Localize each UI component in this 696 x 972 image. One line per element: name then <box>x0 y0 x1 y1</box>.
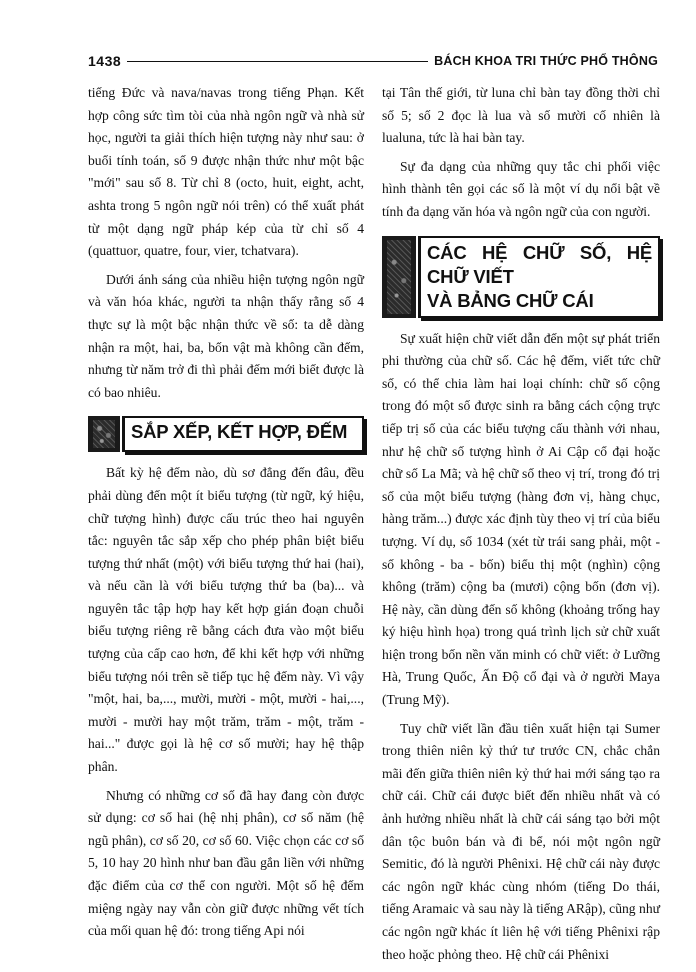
paragraph: Nhưng có những cơ số đã hay đang còn được sử dụng: cơ số hai (hệ nhị phân), cơ số năm (hệ ngũ phân), cơ số 20, cơ số 60. Việc chọn các cơ số 5, 10 hay 20 hình như ban đầu gắn liền với những đặc điểm của cơ thể con người. Một số hệ đếm miệng ngày nay vẫn còn giữ được những vết tích của mối quan hệ đó: trong tiếng Api nói <box>88 787 364 939</box>
header-rule <box>127 61 428 62</box>
paragraph: Sự xuất hiện chữ viết dẫn đến một sự phát triển phi thường của chữ số. Các hệ đếm, viết tức chữ số, có thể chia làm hai loại chính: chữ số cộng trong đó một số được sinh ra bằng cách cộng trực tiếp trị số của các biểu tượng cấu thành với nhau, như hệ chữ số tượng hình ở Ai Cập cổ đại hoặc chữ số La Mã; và hệ chữ số theo vị trí, trong đó trị số của một biểu tượng (hàng đơn vị, hàng chục, hàng trăm...) được xác định tùy theo vị trí của biểu tượng. Ví dụ, số 1034 (xét từ trái sang phải, một - số không - ba - bốn) biểu thị một (nghìn) cộng không (trăm) cộng ba (mươi) cộng bốn (đơn vị). Hệ này, cần dùng đến số không (khoảng trống hay ký hiệu hình họa) trong quá trình lịch sử chữ xuất hiện trong bốn nền văn minh có chữ viết: ở Lưỡng Hà, Trung Quốc, Ấn Độ cổ đại và ở người Maya (Trung Mỹ). <box>382 330 660 708</box>
running-title: BÁCH KHOA TRI THỨC PHỔ THÔNG <box>434 54 658 68</box>
paragraph: Tuy chữ viết lần đầu tiên xuất hiện tại Sumer trong thiên niên kỷ thứ tư trước CN, chắc chắn mãi đến giữa thiên niên kỷ thứ hai mới sáng tạo ra chữ cái. Chữ cái được biết đến nhiều nhất và có ảnh hưởng nhiều nhất là chữ cái sáng tạo bởi một dân tộc buôn bán và đi bể, nói một ngôn ngữ Semitic, đó là người Phênixi. Hệ chữ cái này được các ngôn ngữ khác cùng nhóm (tiếng Do thái, tiếng Aramaic và sau này là tiếng ARập), cũng như các ngôn ngữ khác ít liên hệ với tiếng Phênixi rập theo hoặc phỏng theo. Hệ chữ cái Phênixi <box>382 720 660 962</box>
paragraph: Dưới ánh sáng của nhiều hiện tượng ngôn ngữ và văn hóa khác, người ta nhận thấy rằng số 4 thực sự là một bậc nhận thức về số: ta dễ dàng nhận ra một, hai, ba, bốn vật mà không cần đếm, nhưng từ năm trở đi thì phải đếm mới biết được là có bao nhiêu. <box>88 271 364 400</box>
section-heading-box <box>122 416 364 452</box>
section-ornament-icon <box>382 236 416 318</box>
paragraph: Bất kỳ hệ đếm nào, dù sơ đẳng đến đâu, đều phải dùng đến một ít biểu tượng (từ ngữ, ký hiệu, chữ tượng hình) được cấu trúc theo hai nguyên tắc: nguyên tắc sắp xếp cho phép phân biệt biểu tượng thứ nhất (một) với biểu tượng thứ hai (hai), và nếu cần là với biểu tượng thứ ba (ba)... và nguyên tắc tập hợp hay kết hợp gián đoạn chuỗi biểu tượng riêng rẽ bằng cách đưa vào một biểu tượng của cấp cao hơn, để khi kết hợp với những biểu tượng nói trên sẽ tiếp tục hệ đếm này. Vì vậy "một, hai, ba,..., mười, mười - một, mười - hai,..., mười - mười hay một trăm, trăm - một, trăm - hai..." được gọi là hệ cơ số mười; hay hệ thập phân. <box>88 465 364 775</box>
left-column <box>88 82 364 949</box>
section-ornament-icon <box>88 416 120 452</box>
section-heading <box>382 236 660 318</box>
paragraph: tiếng Đức và nava/navas trong tiếng Phạn. Kết hợp công sức tìm tòi của nhà ngôn ngữ và nhà sử học, người ta giải thích hiện tượng này như sau: ở buổi tính toán, số 9 được nhận thức như một bậc "mới" sau số 8. Từ chỉ 8 (octo, huit, eight, acht, ashta trong 5 ngôn ngữ nói trên) có thể xuất phát từ một dạng ngữ pháp kép của từ chỉ số 4 (quattuor, quatre, four, vier, tchatvara). <box>88 85 364 259</box>
page-header <box>88 50 658 72</box>
page-number: 1438 <box>88 53 122 69</box>
section-title: SẮP XẾP, KẾT HỢP, ĐẾM <box>131 421 348 443</box>
section-heading-box <box>418 236 660 318</box>
section-heading <box>88 416 364 452</box>
paragraph: Sự đa dạng của những quy tắc chi phối việc hình thành tên gọi các số là một ví dụ nổi bật về tính đa dạng văn hóa và ngôn ngữ của con người. <box>382 158 660 219</box>
section-title-line: VÀ BẢNG CHỮ CÁI <box>427 289 594 311</box>
section-title-line: CÁC HỆ CHỮ SỐ, HỆ CHỮ VIẾT <box>427 241 652 287</box>
right-column <box>382 82 660 972</box>
paragraph: tại Tân thế giới, từ luna chỉ bàn tay đồng thời chỉ số 5; số 2 đọc là lua và số mười cố nhiên là lualuna, tức là hai bàn tay. <box>382 85 660 146</box>
